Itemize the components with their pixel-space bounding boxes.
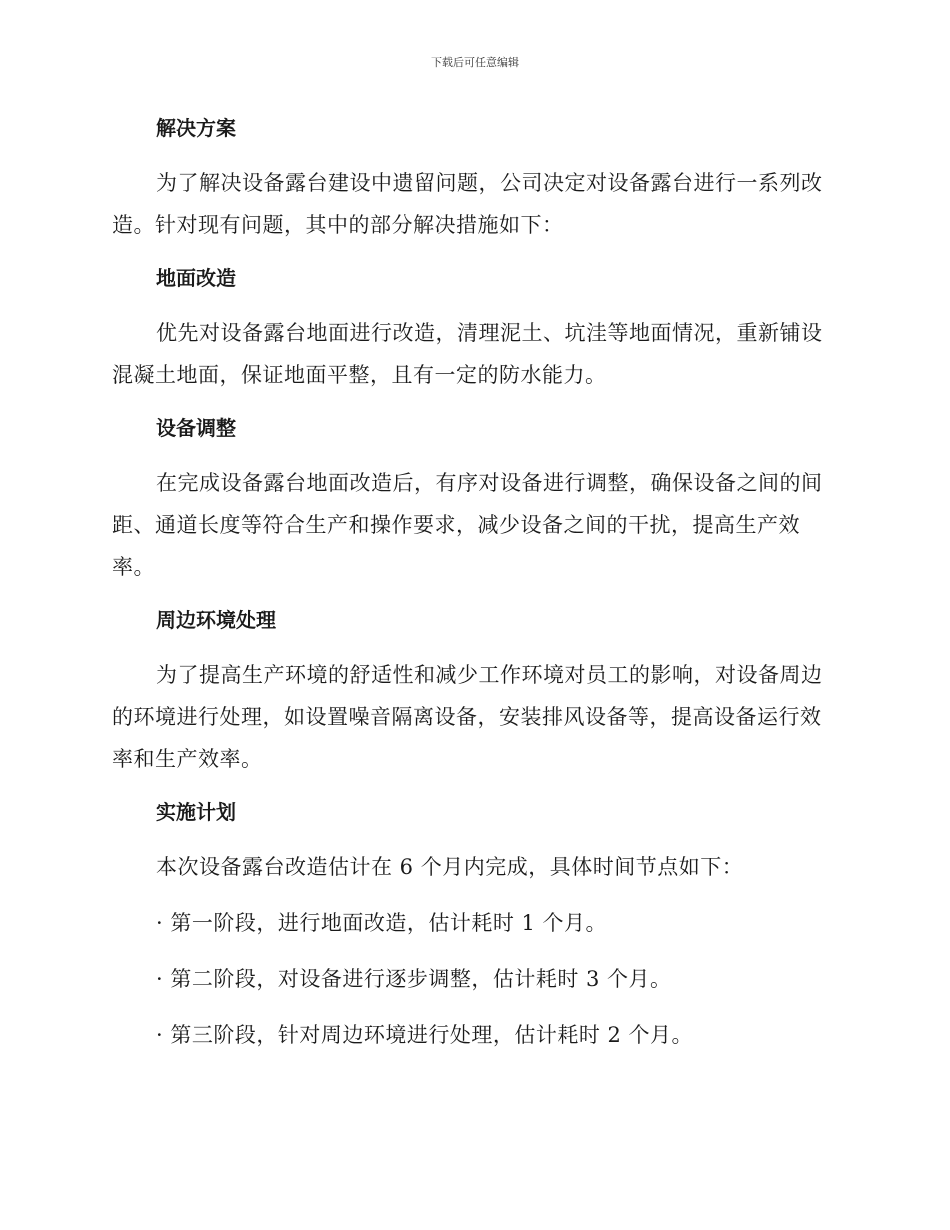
- list-item: · 第二阶段，对设备进行逐步调整，估计耗时 3 个月。: [156, 967, 672, 991]
- section-title-environment: 周边环境处理: [156, 608, 276, 632]
- list-item: · 第一阶段，进行地面改造，估计耗时 1 个月。: [156, 911, 608, 935]
- section-body-solution: 为了解决设备露台建设中遗留问题，公司决定对设备露台进行一系列改造。针对现有问题，其中的部分解决措施如下：: [112, 171, 823, 237]
- list-item: · 第三阶段，针对周边环境进行处理，估计耗时 2 个月。: [156, 1023, 694, 1047]
- section-body-environment: 为了提高生产环境的舒适性和减少工作环境对员工的影响，对设备周边的环境进行处理，如设置噪音隔离设备，安装排风设备等，提高设备运行效率和生产效率。: [112, 663, 823, 771]
- document-body: [112, 108, 832, 1056]
- section-body-plan: 本次设备露台改造估计在 6 个月内完成，具体时间节点如下：: [156, 855, 744, 879]
- page-header: 下载后可任意编辑: [431, 56, 519, 69]
- section-title-solution: 解决方案: [156, 116, 236, 140]
- section-body-ground: 优先对设备露台地面进行改造，清理泥土、坑洼等地面情况，重新铺设混凝土地面，保证地面平整，且有一定的防水能力。: [112, 321, 823, 387]
- section-title-ground: 地面改造: [156, 266, 236, 290]
- section-body-equipment: 在完成设备露台地面改造后，有序对设备进行调整，确保设备之间的间距、通道长度等符合生产和操作要求，减少设备之间的干扰，提高生产效率。: [112, 471, 823, 579]
- section-title-equipment: 设备调整: [156, 416, 236, 440]
- section-title-plan: 实施计划: [156, 800, 236, 824]
